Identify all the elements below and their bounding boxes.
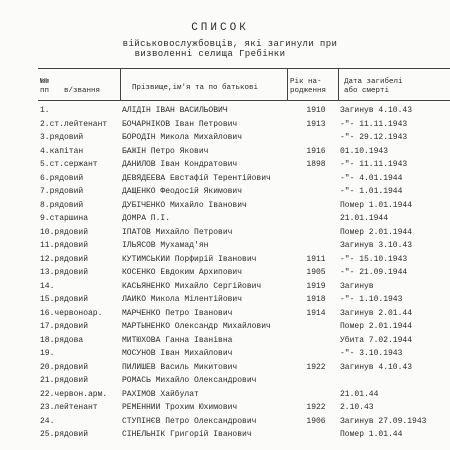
row-death-date: Помер 2.01.1944 [340, 322, 413, 331]
row-death-date: 2.10.43 [340, 403, 374, 412]
row-death-date: -"- 15.10.1943 [340, 254, 408, 264]
table-row [0, 174, 450, 188]
column-header-death-date: Дата загибелі або смерті [344, 78, 403, 95]
table-row [0, 282, 450, 296]
row-number-rank: 18.рядова [40, 335, 84, 345]
row-birth-year: 1910 [306, 106, 326, 115]
row-death-date: Помер 1.01.1944 [340, 200, 413, 210]
table-row [0, 363, 450, 377]
row-full-name: БАЖІН Петро Якович [122, 146, 209, 156]
column-header-rank: в/звання [64, 87, 101, 95]
row-number-rank: 16.червоноар. [40, 308, 103, 318]
row-number-rank: 2.ст.лейтенант [40, 119, 108, 129]
row-death-date: Загинув 4.10.43 [340, 106, 413, 115]
table-header-bottom-rule [38, 100, 450, 101]
table-row [0, 160, 450, 174]
row-full-name: РАХІМОВ Хайбулат [122, 389, 199, 399]
row-full-name: СІНЕЛЬНІК Григорій Іванович [122, 430, 252, 439]
row-death-date: -"- 4.01.1944 [340, 173, 403, 183]
row-death-date: Загинув 4.10.43 [340, 362, 413, 372]
row-death-date: 21.01.44 [340, 389, 379, 399]
table-row [0, 430, 450, 444]
row-full-name: СТУПІНЄВ Петро Олександрович [122, 416, 257, 426]
row-number-rank: 22.червон.арм. [40, 389, 108, 399]
row-full-name: КАСЬЯНЕНКО Михайло Сергійович [122, 281, 262, 291]
row-number-rank: 17.рядовий [40, 322, 89, 331]
row-death-date: -"- 1.10.1943 [340, 295, 403, 304]
row-full-name: ПИЛИШЕВ Василь Микитович [122, 362, 238, 372]
table-row [0, 390, 450, 404]
row-death-date: -"- 11.11.1943 [340, 119, 408, 129]
table-row [0, 403, 450, 417]
row-death-date: -"- 3.10.1943 [340, 349, 403, 358]
row-birth-year: 1911 [306, 254, 326, 264]
row-birth-year: 1906 [306, 416, 326, 426]
row-number-rank: 1. [40, 106, 50, 115]
column-divider [120, 68, 121, 100]
document-title: СПИСОК [191, 22, 249, 34]
row-number-rank: 13.рядовий [40, 268, 89, 277]
table-row [0, 417, 450, 431]
row-death-date: Помер 2.01.1944 [340, 227, 413, 237]
row-birth-year: 1918 [306, 295, 326, 304]
row-full-name: РОМАСЬ Михайло Олександрович [122, 376, 257, 385]
column-header-number: №№ пп [40, 78, 50, 95]
row-full-name: РЕМЕННИЙ Трохим Юхимович [122, 403, 238, 412]
row-full-name: ДУБІЧЕНКО Михайло Іванович [122, 200, 247, 210]
row-death-date: -"- 21.09.1944 [340, 268, 408, 277]
row-number-rank: 19. [40, 349, 55, 358]
row-death-date: -"- 29.12.1943 [340, 133, 408, 142]
table-row [0, 133, 450, 147]
row-death-date: -"- 1.01.1944 [340, 187, 403, 196]
table-row [0, 201, 450, 215]
row-full-name: ДАНИЛОВ Іван Кондратович [122, 160, 238, 169]
document-subtitle-line2: визволенні селища Гребінки [134, 49, 286, 59]
row-death-date: Помер 1.01.44 [340, 430, 403, 439]
column-header-birth-year: Рік на- родження [290, 78, 327, 95]
row-death-date: Убита 7.02.1944 [340, 335, 413, 345]
row-birth-year: 1922 [306, 403, 326, 412]
table-row [0, 106, 450, 120]
row-death-date: 21.01.1944 [340, 214, 389, 223]
row-full-name: ДАЩЕНКО Феодосій Якимович [122, 187, 243, 196]
row-number-rank: 20.рядовий [40, 362, 89, 372]
row-number-rank: 8.рядовий [40, 200, 84, 210]
row-birth-year: 1916 [306, 146, 326, 156]
row-death-date: Загинув 3.10.43 [340, 241, 413, 250]
row-number-rank: 4.капітан [40, 146, 84, 156]
table-row [0, 309, 450, 323]
row-full-name: КУТИМСЬКИЙ Порфирій Іванович [122, 254, 257, 264]
row-birth-year: 1922 [306, 362, 326, 372]
table-top-rule [38, 68, 450, 69]
table-row [0, 241, 450, 255]
row-number-rank: 24. [40, 416, 55, 426]
row-full-name: ЛАЙКО Микола Мілентійович [122, 295, 243, 304]
row-birth-year: 1914 [306, 308, 326, 318]
row-number-rank: 23.лейтенант [40, 403, 98, 412]
row-birth-year: 1905 [306, 268, 326, 277]
row-number-rank: 11.рядовий [40, 241, 89, 250]
row-full-name: МИТЮХОВА Ганна Іванівна [122, 335, 233, 345]
row-number-rank: 25.рядовий [40, 430, 89, 439]
table-row [0, 295, 450, 309]
row-full-name: ДЕВЯДЕЕВА Евстафій Терентійович [122, 173, 271, 183]
row-number-rank: 3.рядовий [40, 133, 84, 142]
row-full-name: МАРЧЕНКО Петро Іванович [122, 308, 233, 318]
row-death-date: 01.10.1943 [340, 146, 389, 156]
table-row [0, 376, 450, 390]
row-full-name: МАРТЫНЕНКО Олександр Михайлович [122, 322, 271, 331]
table-row [0, 228, 450, 242]
row-death-date: Загинув 2.01.44 [340, 308, 413, 318]
row-number-rank: 5.ст.сержант [40, 160, 98, 169]
row-full-name: МОСУНОВ Іван Михайлович [122, 349, 233, 358]
table-row [0, 147, 450, 161]
column-divider [287, 68, 288, 100]
row-number-rank: 14. [40, 281, 55, 291]
row-number-rank: 10.рядовий [40, 227, 89, 237]
row-death-date: Загинув 27.09.1943 [340, 416, 427, 426]
row-birth-year: 1919 [306, 281, 326, 291]
row-full-name: ІПАТОВ Михайло Петрович [122, 227, 233, 237]
row-number-rank: 15.рядовий [40, 295, 89, 304]
table-row [0, 214, 450, 228]
table-row [0, 268, 450, 282]
table-row [0, 187, 450, 201]
row-number-rank: 21.рядовий [40, 376, 89, 385]
document-subtitle-line1: військовослужбовців, які загинули при [122, 39, 338, 49]
row-death-date: Загинув [340, 281, 374, 291]
row-full-name: БОРОДІН Микола Михайлович [122, 133, 243, 142]
table-row [0, 349, 450, 363]
row-full-name: ІЛЬЯСОВ Мухамад'ян [122, 241, 209, 250]
row-number-rank: 12.рядовий [40, 254, 89, 264]
table-row [0, 336, 450, 350]
column-header-name: Прізвище,ім'я та по батькові [132, 84, 259, 92]
row-birth-year: 1898 [306, 160, 326, 169]
row-number-rank: 7.рядовий [40, 187, 84, 196]
row-number-rank: 9.старшина [40, 214, 89, 223]
row-full-name: ДОМРА П.І. [122, 214, 171, 223]
table-row [0, 120, 450, 134]
row-birth-year: 1913 [306, 119, 326, 129]
column-divider [338, 68, 339, 100]
row-number-rank: 6.рядовий [40, 173, 84, 183]
table-row [0, 255, 450, 269]
row-death-date: -"- 11.11.1943 [340, 160, 408, 169]
table-row [0, 322, 450, 336]
row-full-name: КОСЕНКО Евдоким Архипович [122, 268, 243, 277]
row-full-name: БОЧАРНІКОВ Іван Петрович [122, 119, 238, 129]
row-full-name: АЛІДІН ІВАН ВАСИЛЬОВИЧ [122, 106, 228, 115]
